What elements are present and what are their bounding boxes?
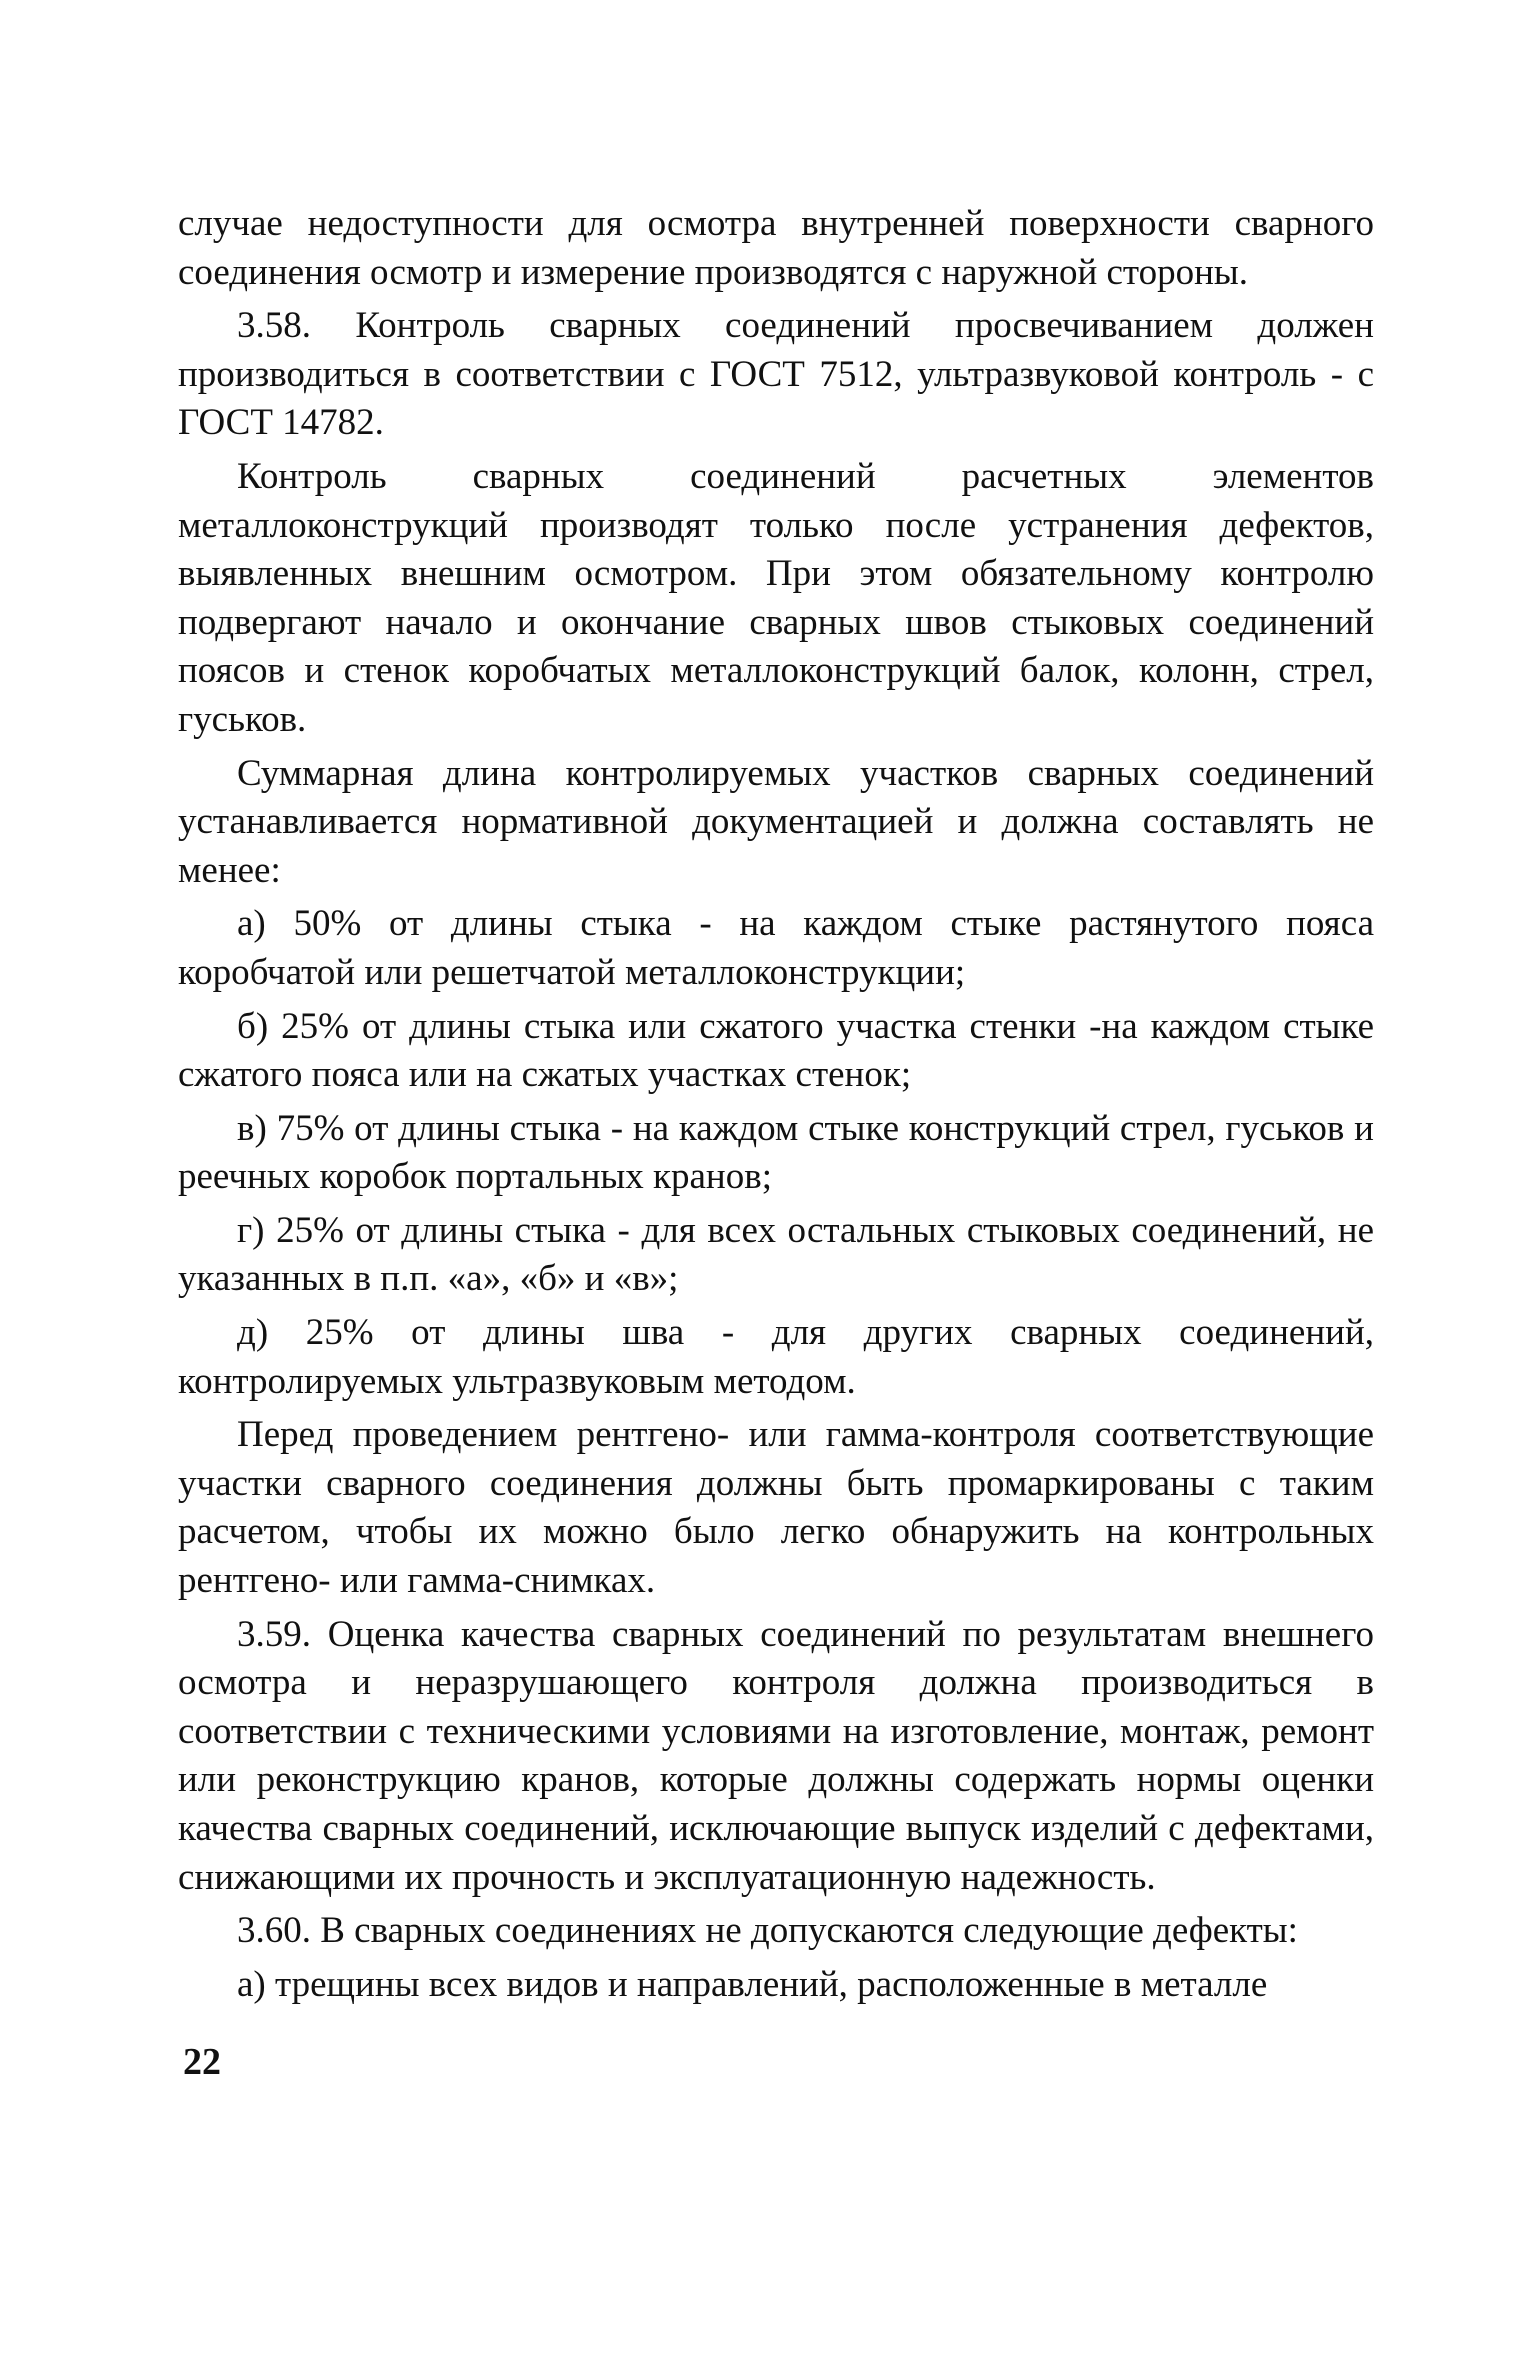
list-item-d: д) 25% от длины шва - для других сварных соединений, контролируемых ультразвуковым методом.: [178, 1312, 1374, 1402]
paragraph-continuation: случае недоступности для осмотра внутренней поверхности сварного соединения осмотр и измерение производятся с наружной стороны.: [178, 203, 1374, 293]
list-item-v: в) 75% от длины стыка - на каждом стыке конструкций стрел, гуськов и реечных коробок портальных кранов;: [178, 1107, 1374, 1198]
document-body: [178, 200, 1374, 2014]
list-item-defect-a: а) трещины всех видов и направлений, расположенные в металле: [237, 1963, 1268, 2005]
list-item-b: б) 25% от длины стыка или сжатого участка стенки -на каждом стыке сжатого пояса или на сжатых участках стенок;: [178, 1005, 1374, 1096]
paragraph-marking: Перед проведением рентгено- или гамма-контроля соответствующие участки сварного соединения должны быть промаркированы с таким расчетом, чтобы их можно было легко обнаружить на контрольных рентгено- или гамма-снимках.: [178, 1414, 1374, 1602]
paragraph-3-60: 3.60. В сварных соединениях не допускаются следующие дефекты:: [237, 1910, 1298, 1952]
paragraph-total-length: Суммарная длина контролируемых участков сварных соединений устанавливается нормативной документацией и должна составлять не менее:: [178, 752, 1374, 891]
paragraph-3-59: 3.59. Оценка качества сварных соединений по результатам внешнего осмотра и неразрушающего контроля должна производиться в соответствии с техническими условиями на изготовление, монтаж, ремонт или реконструкцию кранов, которые должны содержать нормы оценки качества сварных соединений, исключающие выпуск изделий с дефектами, снижающими их прочность и эксплуатационную надежность.: [178, 1613, 1374, 1898]
list-item-a: а) 50% от длины стыка - на каждом стыке растянутого пояса коробчатой или решетчатой металлоконструкции;: [178, 903, 1374, 993]
page-number: 22: [183, 2041, 221, 2083]
paragraph-3-58: 3.58. Контроль сварных соединений просвечиванием должен производиться в соответствии с ГОСТ 7512, ультразвуковой контроль - с ГОСТ 14782.: [178, 305, 1374, 444]
paragraph-control-calc-elements: Контроль сварных соединений расчетных элементов металлоконструкций производят только после устранения дефектов, выявленных внешним осмотром. При этом обязательному контролю подвергают начало и окончание сварных швов стыковых соединений поясов и стенок коробчатых металлоконструкций балок, колонн, стрел, гуськов.: [178, 455, 1374, 740]
list-item-g: г) 25% от длины стыка - для всех остальных стыковых соединений, не указанных в п.п. «а», «б» и «в»;: [178, 1209, 1374, 1300]
